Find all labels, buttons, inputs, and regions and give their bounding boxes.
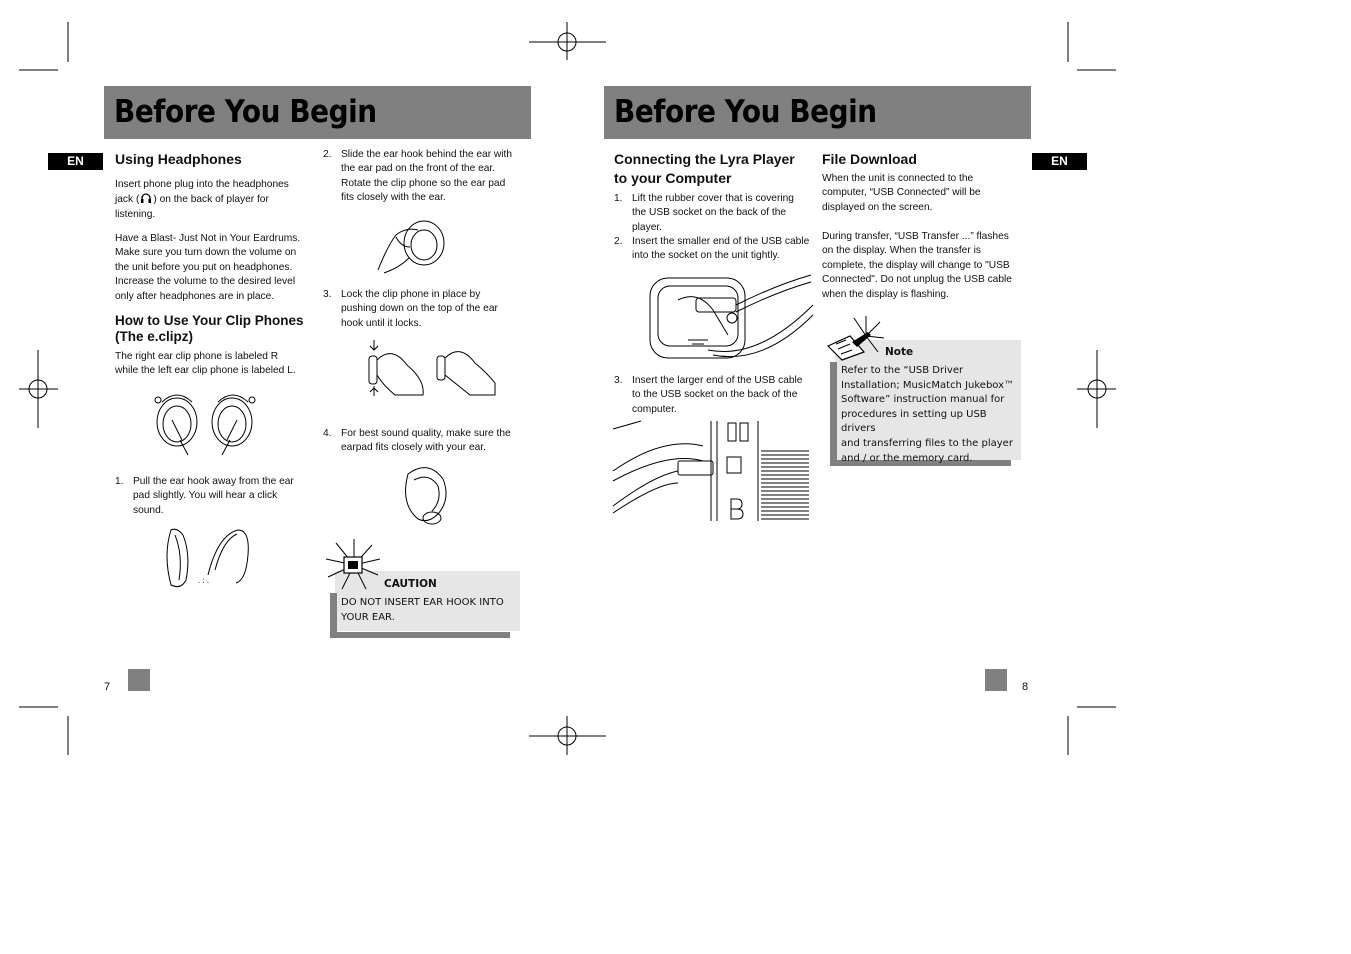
left-step-4: 4. For best sound quality, make sure the earpad fits closely with your ear.	[323, 428, 511, 454]
using-headphones-para1: Insert phone plug into the headphones jack ( ) on the back of player for listening.	[115, 179, 289, 220]
caution-box-bottom-rule	[330, 632, 510, 638]
caution-burst-icon	[326, 539, 382, 591]
note-text: Refer to the “USB Driver Installation; MusicMatch Jukebox™ Software” instruction manual for procedures in setting up USB drivers and transferring files to the player and / or the memory card.	[841, 365, 1015, 464]
headphone-icon	[139, 192, 153, 203]
note-pen-icon	[826, 316, 886, 362]
right-lang-tag: EN	[1032, 153, 1087, 170]
file-download-heading: File Download	[822, 151, 917, 167]
right-page-number: 8	[1022, 681, 1029, 693]
left-step-3: 3. Lock the clip phone in place by pushing down on the top of the ear hook until it locks.	[323, 289, 498, 329]
right-step-1: 1. Lift the rubber cover that is covering the USB socket on the back of the player.	[614, 193, 794, 233]
clip-phones-para: The right ear clip phone is labeled R while the left ear clip phone is labeled L.	[115, 351, 296, 377]
right-step-3: 3. Insert the larger end of the USB cable to the USB socket on the back of the computer.	[614, 375, 803, 415]
left-step-1: 1. Pull the ear hook away from the ear pad slightly. You will hear a click sound.	[115, 476, 294, 516]
step1-illustration	[163, 525, 253, 595]
svg-text:. : .: . : .	[198, 576, 210, 585]
connecting-heading: Connecting the Lyra Player to your Computer	[614, 151, 795, 186]
file-download-para1: When the unit is connected to the computer, “USB Connected” will be displayed on the screen.	[822, 173, 981, 213]
file-download-para2: During transfer, “USB Transfer ...” flashes on the display. When the transfer is complete, the display will change to "USB Connected". Do not unplug the USB cable when the display is flashing.	[822, 231, 1012, 300]
computer-usb-illustration	[613, 421, 811, 521]
player-usb-illustration	[648, 270, 813, 370]
left-page-square	[128, 669, 150, 691]
left-page-banner	[104, 86, 531, 139]
clip-phones-heading: How to Use Your Clip Phones (The e.clipz)	[115, 313, 304, 344]
caution-text: DO NOT INSERT EAR HOOK INTO YOUR EAR.	[341, 597, 504, 623]
caution-title: CAUTION	[384, 578, 437, 590]
clip-phones-illustration	[150, 390, 260, 460]
step4-illustration	[400, 464, 450, 526]
note-box-left-rule	[830, 362, 837, 466]
step2-illustration	[376, 215, 451, 275]
note-title: Note	[885, 346, 914, 358]
using-headphones-para2: Have a Blast- Just Not in Your Eardrums. Make sure you turn down the volume on the unit before you put on headphones. Increase the volume to the desired level only after headphones are in place.	[115, 233, 301, 302]
using-headphones-heading: Using Headphones	[115, 151, 242, 167]
right-page-square	[985, 669, 1007, 691]
step3-illustration	[362, 338, 497, 400]
left-step-2: 2. Slide the ear hook behind the ear with the ear pad on the front of the ear. Rotate the clip phone so the ear pad fits closely with the ear.	[323, 149, 513, 204]
left-lang-tag: EN	[48, 153, 103, 170]
left-page-number: 7	[104, 681, 111, 693]
right-step-2: 2. Insert the smaller end of the USB cable into the socket on the unit tightly.	[614, 236, 810, 262]
left-page-title: Before You Begin	[114, 94, 377, 130]
right-page-banner	[604, 86, 1031, 139]
right-page-title: Before You Begin	[614, 94, 877, 130]
